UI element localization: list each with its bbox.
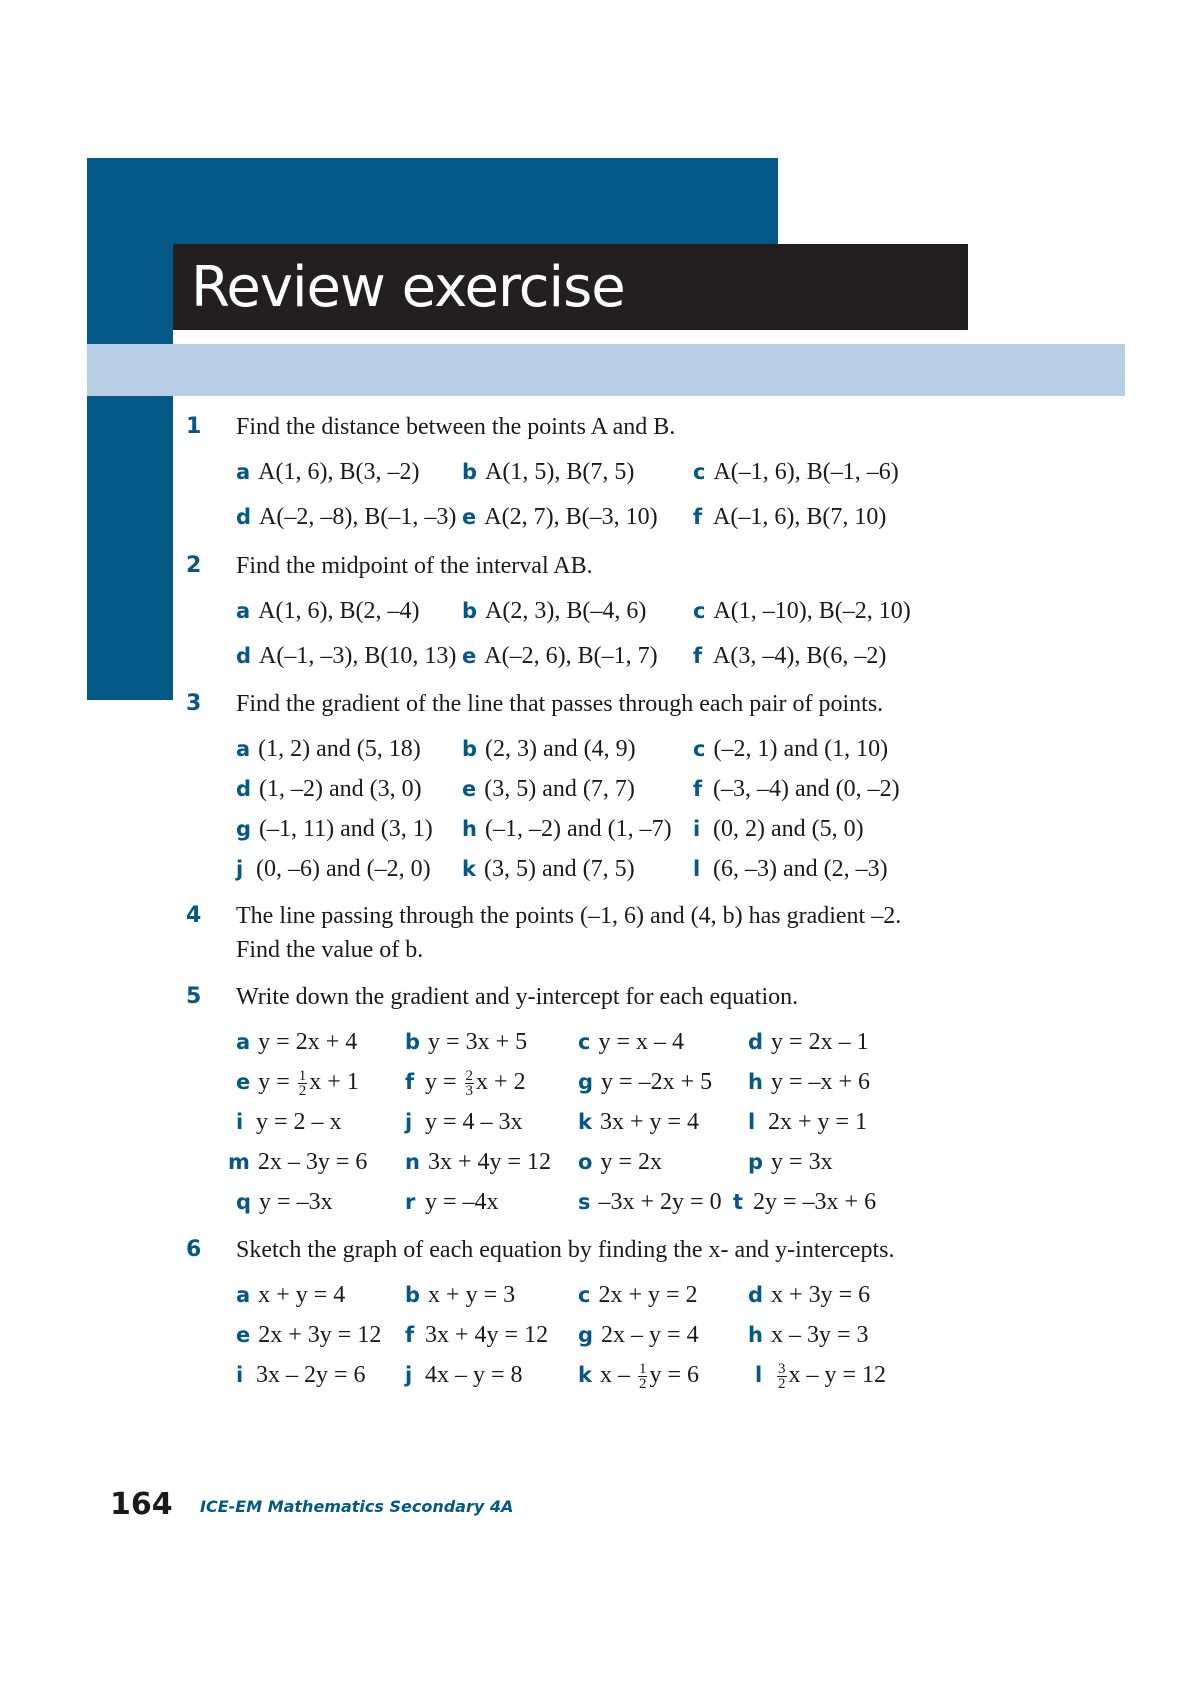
question-number: 3 (186, 691, 202, 716)
item-text: (6, –3) and (2, –3) (713, 856, 888, 882)
question-item (236, 1189, 333, 1216)
question-item (236, 1069, 359, 1098)
question-text: Find the distance between the points A and B. (236, 414, 676, 440)
question-item (693, 856, 888, 883)
item-text: 2x + 3y = 12 (258, 1322, 382, 1348)
item-text: A(–2, 6), B(–1, 7) (484, 643, 658, 669)
question-item (748, 1029, 869, 1056)
item-text: y = 3x + 5 (428, 1029, 528, 1055)
question-item (578, 1189, 722, 1216)
item-label: e (462, 505, 477, 529)
question-item (405, 1069, 526, 1098)
item-text: (2, 3) and (4, 9) (485, 736, 636, 762)
item-label: c (693, 460, 706, 484)
item-text: 3x + 4y = 12 (427, 1149, 552, 1175)
question-item (405, 1149, 551, 1176)
fraction-denominator: 2 (638, 1376, 647, 1392)
item-text: (–2, 1) and (1, 10) (713, 736, 889, 762)
question-item (236, 504, 456, 531)
item-label: d (236, 505, 252, 529)
item-label: e (236, 1323, 251, 1347)
question-item (236, 736, 421, 763)
item-text-pre: y = (425, 1069, 463, 1096)
item-text: y = 2x + 4 (258, 1029, 358, 1055)
question-item (405, 1362, 523, 1389)
fraction (298, 1069, 308, 1098)
fraction-denominator: 2 (298, 1083, 307, 1099)
item-label: p (748, 1150, 764, 1174)
item-text: A(–1, 6), B(–1, –6) (713, 459, 899, 485)
question-line: The line passing through the points (–1, 6) and (4, b) has gradient –2. (236, 903, 902, 929)
question-item (236, 1282, 345, 1309)
question-item (693, 504, 886, 531)
item-label: b (405, 1283, 421, 1307)
item-text: A(1, 6), B(3, –2) (258, 459, 420, 485)
item-label: d (748, 1283, 764, 1307)
item-text: (–1, –2) and (1, –7) (484, 816, 672, 842)
question-item (748, 1322, 869, 1349)
item-label: g (578, 1070, 594, 1094)
item-text: y = 2x – 1 (771, 1029, 869, 1055)
page-title: Review exercise (173, 244, 968, 330)
question-number: 6 (186, 1237, 202, 1262)
left-blue-bar (87, 158, 173, 700)
light-blue-band (87, 344, 1125, 396)
item-label: g (236, 817, 252, 841)
question-text (236, 899, 976, 967)
item-label: q (236, 1190, 252, 1214)
item-label: b (462, 599, 478, 623)
item-label: l (693, 857, 701, 881)
item-label: b (462, 460, 478, 484)
question-item (578, 1069, 712, 1096)
item-text: (3, 5) and (7, 5) (483, 856, 635, 882)
question-item (578, 1029, 684, 1056)
item-text: A(3, –4), B(6, –2) (713, 643, 887, 669)
item-label: c (693, 599, 706, 623)
question-item (578, 1322, 699, 1349)
item-label: r (405, 1190, 416, 1214)
item-label: a (236, 1030, 251, 1054)
item-label: b (462, 737, 478, 761)
question-item (693, 736, 888, 763)
fraction-numerator: 1 (298, 1068, 307, 1084)
book-title: ICE-EM Mathematics Secondary 4A (200, 1497, 514, 1516)
fraction (465, 1069, 475, 1098)
question-number: 1 (186, 414, 202, 439)
fraction-numerator: 3 (778, 1361, 786, 1377)
item-label: f (693, 777, 703, 801)
question-item (236, 1029, 357, 1056)
fraction-numerator: 1 (638, 1361, 647, 1377)
question-item (462, 459, 634, 486)
item-text: y = 3x (771, 1149, 833, 1175)
item-label: c (578, 1030, 591, 1054)
item-text: A(–1, –3), B(10, 13) (259, 643, 457, 669)
item-label: j (405, 1110, 413, 1134)
question-text: Sketch the graph of each equation by finding the x- and y-intercepts. (236, 1237, 895, 1263)
item-label: i (693, 817, 701, 841)
header-blue-block (87, 158, 778, 244)
question-item (236, 816, 433, 843)
item-label: k (578, 1363, 592, 1388)
question-item (748, 1069, 870, 1096)
question-item (748, 1282, 870, 1309)
item-text: –3x + 2y = 0 (598, 1189, 722, 1215)
item-label: c (578, 1283, 591, 1307)
question-item (755, 1362, 886, 1391)
item-text: (3, 5) and (7, 7) (484, 776, 635, 802)
item-label: k (462, 857, 476, 881)
question-item (236, 1362, 366, 1389)
item-text: y = 4 – 3x (425, 1109, 523, 1135)
item-text: A(–1, 6), B(7, 10) (713, 504, 887, 530)
item-label: k (578, 1110, 592, 1134)
question-item (693, 776, 900, 803)
item-text: y = x – 4 (598, 1029, 684, 1055)
item-text: y = –x + 6 (770, 1069, 871, 1095)
question-item (578, 1109, 699, 1136)
item-text: 2x – 3y = 6 (257, 1149, 368, 1175)
item-label: d (236, 777, 252, 801)
question-item (748, 1109, 867, 1136)
item-label: f (405, 1070, 415, 1095)
question-line: Find the value of b. (236, 937, 424, 963)
question-item (462, 504, 658, 531)
question-item (405, 1322, 548, 1349)
question-item (462, 856, 635, 883)
question-item (693, 459, 899, 486)
item-text-pre: x – (599, 1362, 636, 1389)
item-label: i (236, 1110, 244, 1134)
item-text: (0, 2) and (5, 0) (713, 816, 864, 842)
item-text-post: x – y = 12 (788, 1362, 887, 1389)
question-text: Find the gradient of the line that passes through each pair of points. (236, 691, 884, 717)
item-text: (–3, –4) and (0, –2) (713, 776, 900, 802)
item-text: 2y = –3x + 6 (753, 1189, 877, 1215)
question-item (405, 1282, 515, 1309)
item-text-pre: y = (258, 1069, 296, 1096)
item-text: y = –4x (425, 1189, 499, 1215)
question-item (405, 1029, 527, 1056)
item-label: a (236, 1283, 251, 1307)
fraction-numerator: 2 (465, 1068, 474, 1084)
item-text: 2x + y = 1 (768, 1109, 868, 1135)
item-text: x + 3y = 6 (771, 1282, 871, 1308)
item-text: A(2, 7), B(–3, 10) (484, 504, 658, 530)
item-label: g (578, 1323, 594, 1347)
item-label: l (748, 1110, 756, 1134)
question-text: Find the midpoint of the interval AB. (236, 553, 593, 579)
item-label: i (236, 1363, 244, 1387)
question-item (236, 1322, 381, 1349)
item-label: f (693, 505, 703, 529)
item-label: o (578, 1150, 593, 1174)
item-label: e (462, 644, 477, 668)
item-text: 2x – y = 4 (601, 1322, 699, 1348)
item-label: t (733, 1190, 744, 1214)
item-text: y = –2x + 5 (601, 1069, 713, 1095)
item-label: l (755, 1363, 763, 1388)
item-label: j (405, 1363, 413, 1387)
question-item (236, 643, 456, 670)
item-label: j (236, 857, 244, 881)
item-label: e (462, 777, 477, 801)
question-item (693, 643, 886, 670)
question-item (462, 643, 658, 670)
question-item (462, 736, 636, 763)
fraction-denominator: 2 (778, 1376, 786, 1392)
item-label: m (228, 1150, 250, 1174)
item-text: (–1, 11) and (3, 1) (259, 816, 433, 842)
question-item (405, 1189, 499, 1216)
item-text: y = 2 – x (256, 1109, 342, 1135)
fraction (777, 1362, 787, 1391)
item-label: d (236, 644, 252, 668)
item-label: n (405, 1150, 420, 1174)
question-item (748, 1149, 833, 1176)
item-text: 3x + 4y = 12 (425, 1322, 549, 1348)
question-item (462, 816, 672, 843)
item-text: 3x – 2y = 6 (256, 1362, 366, 1388)
item-text: (1, 2) and (5, 18) (258, 736, 421, 762)
item-text: x – 3y = 3 (770, 1322, 869, 1348)
item-text: 3x + y = 4 (599, 1109, 700, 1135)
question-item (693, 598, 911, 625)
item-text: (0, –6) and (–2, 0) (256, 856, 431, 882)
item-label: b (405, 1030, 421, 1054)
item-text: (1, –2) and (3, 0) (259, 776, 422, 802)
item-label: a (236, 599, 251, 623)
item-text: A(1, 6), B(2, –4) (258, 598, 420, 624)
question-item (236, 459, 419, 486)
item-text: A(1, –10), B(–2, 10) (713, 598, 911, 624)
question-number: 5 (186, 984, 202, 1009)
question-item (462, 776, 635, 803)
item-label: a (236, 737, 251, 761)
question-item (578, 1362, 699, 1391)
fraction-denominator: 3 (465, 1083, 474, 1099)
question-item (462, 598, 646, 625)
question-item (236, 856, 431, 883)
item-label: s (578, 1190, 591, 1214)
fraction (638, 1362, 648, 1391)
item-text-post: x + 1 (309, 1069, 359, 1096)
question-item (236, 1109, 342, 1136)
item-label: c (693, 737, 706, 761)
question-item (578, 1282, 698, 1309)
item-text: A(–2, –8), B(–1, –3) (259, 504, 457, 530)
question-item (578, 1149, 662, 1176)
question-item (236, 776, 422, 803)
question-text: Write down the gradient and y-intercept for each equation. (236, 984, 799, 1010)
item-text: 4x – y = 8 (425, 1362, 523, 1388)
question-item (228, 1149, 367, 1176)
item-label: f (405, 1323, 415, 1347)
item-text-post: y = 6 (649, 1362, 700, 1389)
item-label: f (693, 644, 703, 668)
item-label: e (236, 1070, 251, 1095)
item-label: h (748, 1323, 763, 1347)
item-text: A(2, 3), B(–4, 6) (485, 598, 647, 624)
question-number: 4 (186, 903, 202, 928)
item-label: a (236, 460, 251, 484)
item-label: d (748, 1030, 764, 1054)
item-text: 2x + y = 2 (598, 1282, 698, 1308)
item-text: A(1, 5), B(7, 5) (485, 459, 635, 485)
item-label: h (748, 1070, 763, 1094)
page-number: 164 (110, 1487, 173, 1522)
item-text: y = –3x (259, 1189, 333, 1215)
item-text-post: x + 2 (476, 1069, 526, 1096)
question-item (733, 1189, 876, 1216)
question-item (236, 598, 419, 625)
item-text: y = 2x (600, 1149, 662, 1175)
item-text: x + y = 3 (428, 1282, 516, 1308)
item-text: x + y = 4 (258, 1282, 346, 1308)
question-item (693, 816, 864, 843)
question-item (405, 1109, 523, 1136)
question-number: 2 (186, 553, 202, 578)
item-label: h (462, 817, 477, 841)
